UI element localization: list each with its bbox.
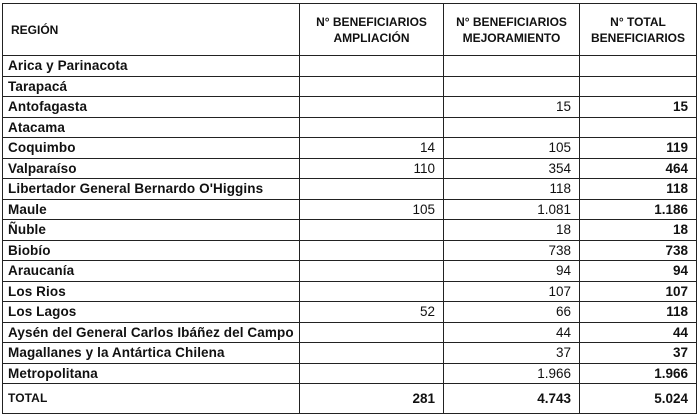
total-cell: 18 [580,220,697,241]
total-cell: 464 [580,158,697,179]
mejoramiento-cell: 1.081 [444,199,580,220]
total-cell: 44 [580,322,697,343]
region-cell: Tarapacá [3,76,300,97]
region-cell: Valparaíso [3,158,300,179]
mejoramiento-cell: 1.966 [444,363,580,384]
region-cell: Ñuble [3,220,300,241]
header-mejoramiento [444,4,580,56]
total-cell [580,76,697,97]
table-row [3,56,697,77]
mejoramiento-cell [444,76,580,97]
total-label: TOTAL [3,384,300,414]
region-cell: Araucanía [3,261,300,282]
ampliacion-cell [300,343,444,364]
total-cell: 118 [580,179,697,200]
header-total-line-1: N° TOTAL [610,14,666,29]
ampliacion-cell: 14 [300,138,444,159]
table-row [3,138,697,159]
total-cell: 1.966 [580,363,697,384]
total-mejoramiento: 4.743 [444,384,580,414]
header-total [580,4,697,56]
mejoramiento-cell: 105 [444,138,580,159]
table-row [3,158,697,179]
region-cell: Biobío [3,240,300,261]
table-row [3,240,697,261]
total-cell: 107 [580,281,697,302]
table-row [3,76,697,97]
mejoramiento-cell: 107 [444,281,580,302]
region-cell: Coquimbo [3,138,300,159]
table-row [3,322,697,343]
mejoramiento-cell [444,56,580,77]
table-row [3,220,697,241]
total-cell: 738 [580,240,697,261]
mejoramiento-cell [444,117,580,138]
table-row [3,302,697,323]
region-cell: Los Rios [3,281,300,302]
region-cell: Metropolitana [3,363,300,384]
region-cell: Maule [3,199,300,220]
header-region: REGIÓN [3,4,300,56]
ampliacion-cell: 52 [300,302,444,323]
mejoramiento-cell: 66 [444,302,580,323]
region-cell: Antofagasta [3,97,300,118]
mejoramiento-cell: 15 [444,97,580,118]
header-total-line-2: BENEFICIARIOS [590,30,685,45]
total-cell: 94 [580,261,697,282]
table-row [3,117,697,138]
total-cell: 118 [580,302,697,323]
beneficiaries-table [2,3,697,414]
table-row [3,97,697,118]
mejoramiento-cell: 18 [444,220,580,241]
total-cell: 119 [580,138,697,159]
mejoramiento-cell: 354 [444,158,580,179]
mejoramiento-cell: 37 [444,343,580,364]
header-mejoramiento-line-1: N° BENEFICIARIOS [456,14,567,29]
ampliacion-cell [300,240,444,261]
beneficiaries-table-container [2,3,697,414]
total-row [3,384,697,414]
region-cell: Arica y Parinacota [3,56,300,77]
ampliacion-cell [300,261,444,282]
table-row [3,179,697,200]
region-cell: Libertador General Bernardo O'Higgins [3,179,300,200]
mejoramiento-cell: 94 [444,261,580,282]
ampliacion-cell [300,281,444,302]
ampliacion-cell [300,322,444,343]
region-cell: Los Lagos [3,302,300,323]
ampliacion-cell: 110 [300,158,444,179]
region-cell: Magallanes y la Antártica Chilena [3,343,300,364]
table-row [3,343,697,364]
ampliacion-cell [300,56,444,77]
total-cell [580,56,697,77]
header-ampliacion [300,4,444,56]
header-ampliacion-line-2: AMPLIACIÓN [333,30,410,45]
total-cell: 1.186 [580,199,697,220]
mejoramiento-cell: 738 [444,240,580,261]
ampliacion-cell [300,76,444,97]
table-header-row [3,4,697,56]
ampliacion-cell [300,97,444,118]
table-row [3,281,697,302]
header-ampliacion-line-1: N° BENEFICIARIOS [316,14,427,29]
mejoramiento-cell: 44 [444,322,580,343]
table-row [3,199,697,220]
total-cell: 15 [580,97,697,118]
ampliacion-cell [300,117,444,138]
region-cell: Aysén del General Carlos Ibáñez del Campo [3,322,300,343]
total-ampliacion: 281 [300,384,444,414]
table-row [3,363,697,384]
ampliacion-cell [300,363,444,384]
table-row [3,261,697,282]
ampliacion-cell [300,179,444,200]
mejoramiento-cell: 118 [444,179,580,200]
ampliacion-cell [300,220,444,241]
total-cell: 37 [580,343,697,364]
ampliacion-cell: 105 [300,199,444,220]
total-cell [580,117,697,138]
region-cell: Atacama [3,117,300,138]
header-mejoramiento-line-2: MEJORAMIENTO [462,30,561,45]
grand-total: 5.024 [580,384,697,414]
